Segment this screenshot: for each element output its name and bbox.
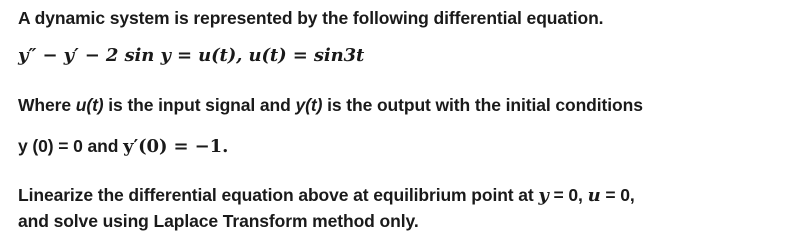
equilibrium-y-symbol: y <box>538 185 549 206</box>
task-prefix: Linearize the differential equation above at equilibrium point at <box>18 185 539 205</box>
equation-text: y″ − y′ − 2 sin y = u(t), u(t) = sin3t <box>18 45 365 66</box>
intro-sentence: A dynamic system is represented by the following differential equation. <box>18 8 604 28</box>
initial-condition-1: y (0) = 0 <box>18 136 83 156</box>
conditions-middle: is the input signal and <box>103 95 296 115</box>
equilibrium-u-symbol: u <box>587 185 601 206</box>
task-line-1 <box>18 185 635 206</box>
signal-description <box>18 95 643 116</box>
intro-text <box>18 8 603 29</box>
equilibrium-y-value: = 0, <box>548 185 588 205</box>
equilibrium-u-value: = 0, <box>600 185 635 205</box>
input-signal-label: u(t) <box>75 95 104 115</box>
initial-condition-and: and <box>82 136 124 156</box>
initial-condition-2: y′(0) = −1. <box>123 136 229 157</box>
conditions-suffix: is the output with the initial conditions <box>322 95 643 115</box>
differential-equation <box>18 45 364 66</box>
task-line-2 <box>18 211 419 232</box>
output-signal-label: y(t) <box>295 95 323 115</box>
initial-conditions <box>18 136 228 157</box>
conditions-prefix: Where <box>18 95 76 115</box>
task-method: and solve using Laplace Transform method only. <box>18 211 419 231</box>
